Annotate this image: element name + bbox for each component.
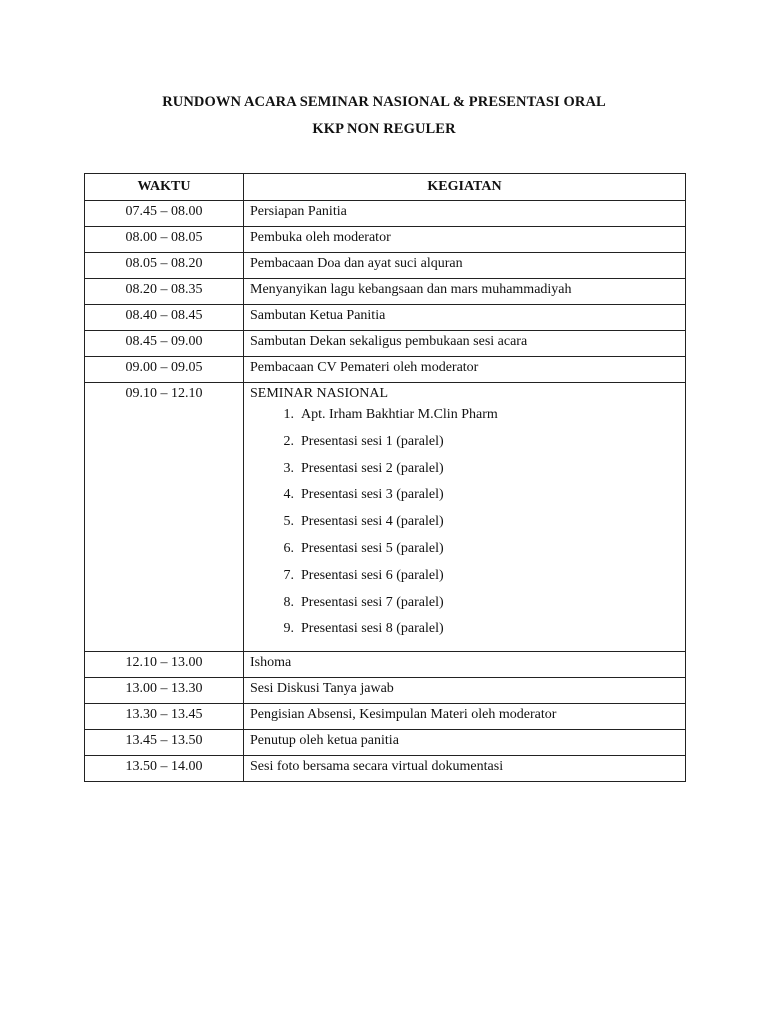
list-item-number: 7. (283, 567, 294, 583)
table-header-row (85, 174, 686, 201)
seminar-heading: SEMINAR NASIONAL (250, 386, 389, 401)
list-item (250, 509, 681, 536)
list-item-text: Apt. Irham Bakhtiar M.Clin Pharm (301, 407, 498, 422)
rundown-table (84, 173, 686, 782)
activity-cell (244, 383, 686, 652)
activity-cell: Menyanyikan lagu kebangsaan dan mars muhammadiyah (244, 279, 686, 305)
document-title-line-2: KKP NON REGULER (312, 121, 456, 137)
table-row (85, 279, 686, 305)
table-row (85, 331, 686, 357)
table-row (85, 357, 686, 383)
table-row (85, 730, 686, 756)
list-item (250, 402, 681, 429)
time-cell: 09.10 – 12.10 (85, 383, 244, 652)
time-cell: 13.00 – 13.30 (85, 678, 244, 704)
table-row (85, 253, 686, 279)
table-row (85, 201, 686, 227)
list-item (250, 616, 681, 643)
list-item-number: 3. (283, 460, 294, 476)
activity-cell: Penutup oleh ketua panitia (244, 730, 686, 756)
list-item-text: Presentasi sesi 4 (paralel) (301, 514, 444, 530)
list-item (250, 429, 681, 456)
activity-cell: Persiapan Panitia (244, 201, 686, 227)
list-item (250, 590, 681, 617)
rundown-body (85, 201, 686, 782)
activity-cell: Sesi foto bersama secara virtual dokumentasi (244, 756, 686, 782)
activity-cell: Sambutan Dekan sekaligus pembukaan sesi acara (244, 331, 686, 357)
list-item-number: 9. (283, 621, 294, 637)
table-row (85, 678, 686, 704)
time-cell: 08.45 – 09.00 (85, 331, 244, 357)
list-item (250, 456, 681, 483)
list-item-text: Presentasi sesi 5 (paralel) (301, 540, 444, 556)
activity-cell: Sesi Diskusi Tanya jawab (244, 678, 686, 704)
table-row (85, 383, 686, 652)
list-item-number: 4. (283, 487, 294, 503)
list-item-number: 2. (283, 433, 294, 449)
table-row (85, 305, 686, 331)
table-row (85, 704, 686, 730)
table-row (85, 756, 686, 782)
list-item-number: 6. (283, 540, 294, 556)
time-cell: 08.05 – 08.20 (85, 253, 244, 279)
list-item (250, 563, 681, 590)
header-kegiatan: KEGIATAN (244, 174, 686, 201)
list-item-text: Presentasi sesi 3 (paralel) (301, 487, 444, 503)
list-item-text: Presentasi sesi 2 (paralel) (301, 460, 444, 476)
list-item (250, 482, 681, 509)
time-cell: 09.00 – 09.05 (85, 357, 244, 383)
seminar-session-list (250, 402, 681, 643)
time-cell: 08.00 – 08.05 (85, 227, 244, 253)
list-item-text: Presentasi sesi 8 (paralel) (301, 621, 444, 637)
list-item (250, 536, 681, 563)
list-item-number: 5. (283, 514, 294, 530)
time-cell: 13.45 – 13.50 (85, 730, 244, 756)
list-item-number: 8. (283, 594, 294, 610)
header-waktu: WAKTU (85, 174, 244, 201)
activity-cell: Pengisian Absensi, Kesimpulan Materi oleh moderator (244, 704, 686, 730)
list-item-number: 1. (283, 407, 294, 422)
time-cell: 13.30 – 13.45 (85, 704, 244, 730)
time-cell: 13.50 – 14.00 (85, 756, 244, 782)
time-cell: 08.40 – 08.45 (85, 305, 244, 331)
list-item-text: Presentasi sesi 6 (paralel) (301, 567, 444, 583)
time-cell: 07.45 – 08.00 (85, 201, 244, 227)
activity-cell: Pembuka oleh moderator (244, 227, 686, 253)
activity-cell: Pembacaan CV Pemateri oleh moderator (244, 357, 686, 383)
table-row (85, 227, 686, 253)
activity-cell: Pembacaan Doa dan ayat suci alquran (244, 253, 686, 279)
list-item-text: Presentasi sesi 1 (paralel) (301, 433, 444, 449)
time-cell: 12.10 – 13.00 (85, 652, 244, 678)
table-row (85, 652, 686, 678)
activity-cell: Ishoma (244, 652, 686, 678)
document-title-line-1: RUNDOWN ACARA SEMINAR NASIONAL & PRESENTASI ORAL (162, 94, 606, 110)
list-item-text: Presentasi sesi 7 (paralel) (301, 594, 444, 610)
activity-cell: Sambutan Ketua Panitia (244, 305, 686, 331)
time-cell: 08.20 – 08.35 (85, 279, 244, 305)
